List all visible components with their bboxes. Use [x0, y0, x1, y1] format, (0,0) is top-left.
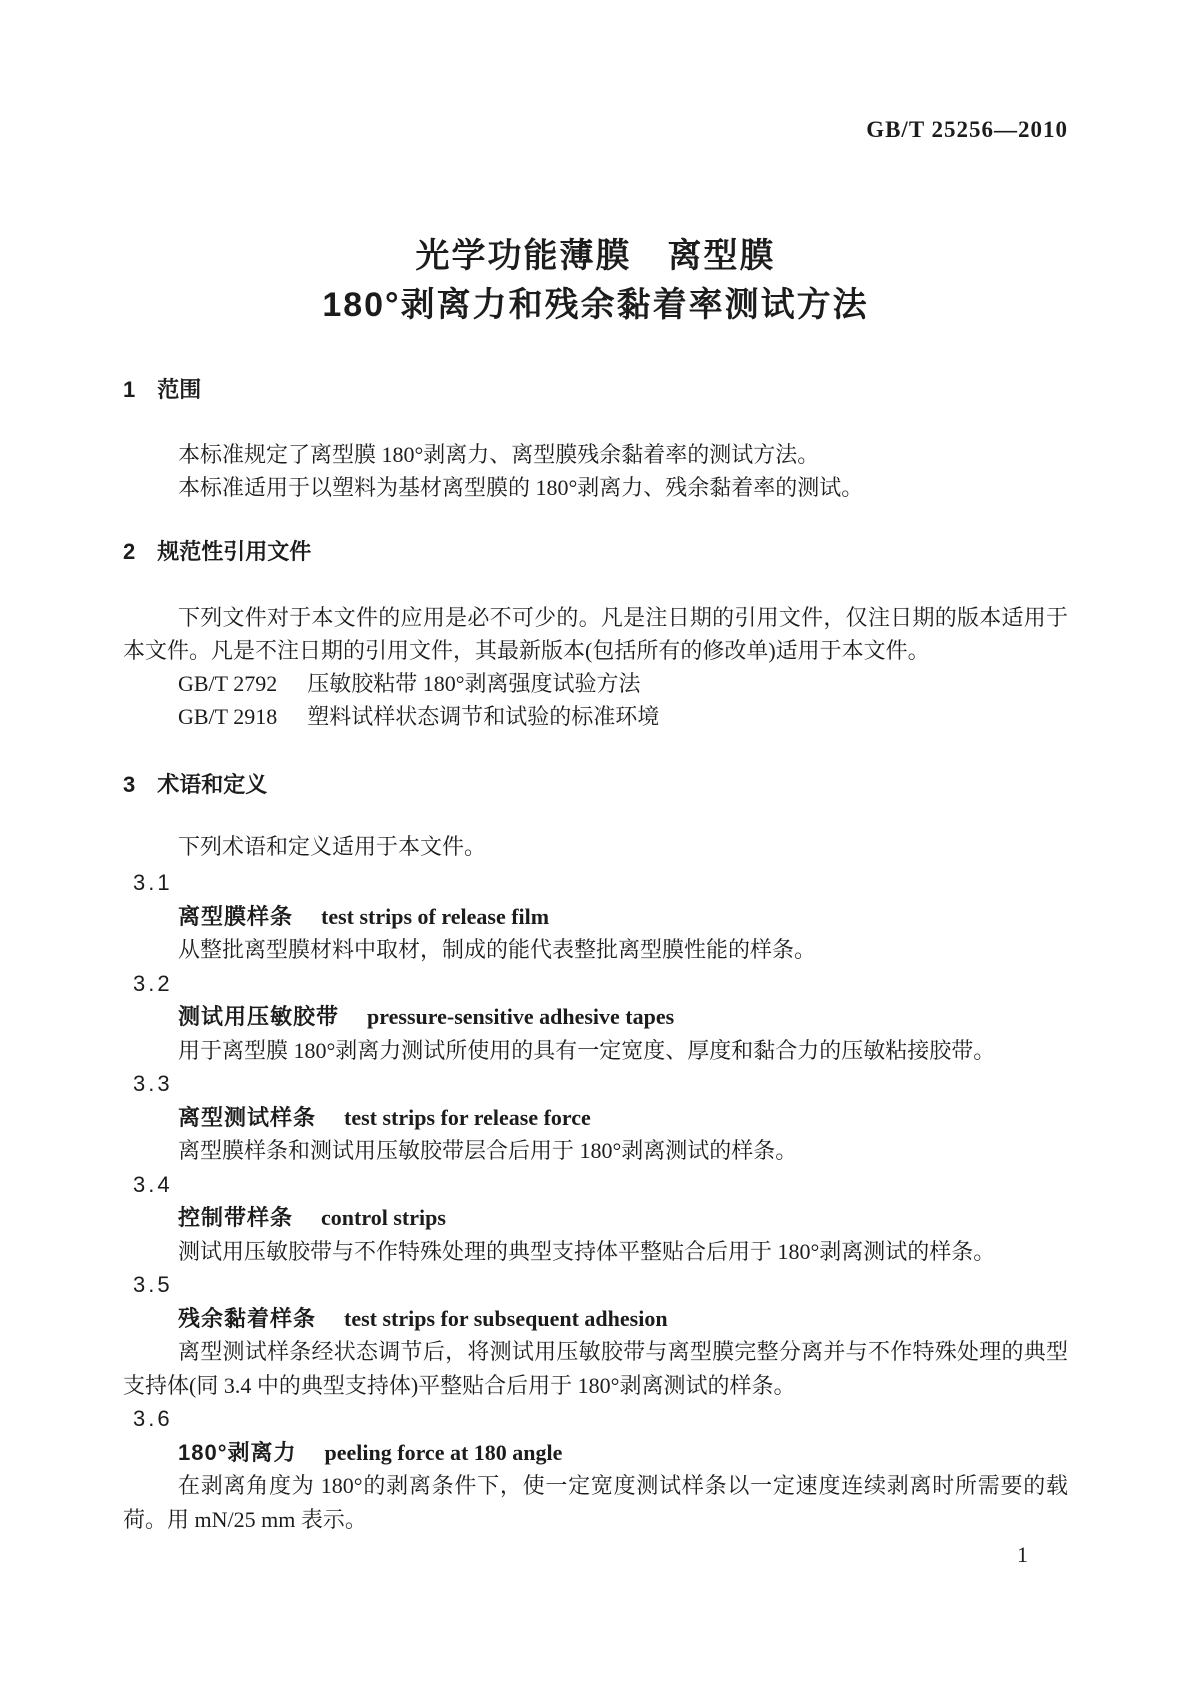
term-line	[123, 1436, 1068, 1470]
term-en: peeling force at 180 angle	[324, 1439, 563, 1465]
term-en: control strips	[321, 1205, 446, 1230]
term-block	[123, 967, 1068, 1068]
term-line	[123, 1000, 1068, 1034]
section-heading-text: 规范性引用文件	[157, 539, 312, 564]
term-zh: 测试用压敏胶带	[178, 1004, 340, 1029]
section-heading	[123, 373, 1068, 406]
reference-item	[123, 667, 1068, 700]
paragraph: 下列文件对于本文件的应用是必不可少的。凡是注日期的引用文件，仅注日期的版本适用于本文件。凡是不注日期的引用文件，其最新版本(包括所有的修改单)适用于本文件。	[123, 605, 1068, 663]
term-zh: 180°剥离力	[178, 1439, 297, 1465]
terms-region	[123, 866, 1068, 1536]
standard-code: GB/T 25256—2010	[866, 117, 1068, 142]
section-heading-text: 范围	[157, 377, 202, 402]
terms-intro: 下列术语和定义适用于本文件。	[178, 834, 487, 859]
term-number: 3.4	[133, 1171, 173, 1197]
term-zh: 离型膜样条	[178, 903, 294, 929]
reference-title: 塑料试样状态调节和试验的标准环境	[307, 704, 660, 729]
term-definition: 测试用压敏胶带与不作特殊处理的典型支持体平整贴合后用于 180°剥离测试的样条。	[178, 1238, 996, 1264]
reference-list	[123, 667, 1068, 733]
term-zh: 残余黏着样条	[178, 1305, 317, 1331]
section-heading	[123, 535, 1068, 568]
term-definition: 用于离型膜 180°剥离力测试所使用的具有一定宽度、厚度和黏合力的压敏粘接胶带。	[178, 1037, 996, 1063]
section-number: 2	[123, 539, 136, 564]
term-block	[123, 1268, 1068, 1402]
term-block	[123, 1402, 1068, 1536]
term-line	[123, 900, 1068, 934]
term-zh: 离型测试样条	[178, 1104, 317, 1130]
reference-code: GB/T 2918	[178, 704, 278, 729]
term-number: 3.6	[133, 1406, 173, 1431]
reference-title: 压敏胶粘带 180°剥离强度试验方法	[307, 671, 641, 696]
term-zh: 控制带样条	[178, 1205, 294, 1230]
section-number: 3	[123, 772, 136, 797]
term-block	[123, 1067, 1068, 1168]
paragraph: 本标准规定了离型膜 180°剥离力、离型膜残余黏着率的测试方法。	[178, 442, 820, 467]
term-definition: 离型膜样条和测试用压敏胶带层合后用于 180°剥离测试的样条。	[178, 1138, 798, 1163]
title-line-2: 180°剥离力和残余黏着率测试方法	[322, 286, 869, 324]
title-line-1: 光学功能薄膜 离型膜	[415, 237, 776, 275]
term-definition: 从整批离型膜材料中取材，制成的能代表整批离型膜性能的样条。	[178, 937, 817, 962]
page-number: 1	[1017, 1542, 1028, 1567]
term-block	[123, 1168, 1068, 1269]
page-header	[123, 118, 1068, 142]
term-definition: 离型测试样条经状态调节后，将测试用压敏胶带与离型膜完整分离并与不作特殊处理的典型支持体(同 3.4 中的典型支持体)平整贴合后用于 180°剥离测试的样条。	[123, 1339, 1068, 1398]
section-heading	[123, 768, 1068, 801]
term-number: 3.1	[133, 870, 173, 895]
term-en: pressure-sensitive adhesive tapes	[367, 1004, 675, 1029]
term-line	[123, 1302, 1068, 1336]
term-line	[123, 1201, 1068, 1235]
paragraph: 本标准适用于以塑料为基材离型膜的 180°剥离力、残余黏着率的测试。	[178, 475, 864, 500]
reference-item	[123, 700, 1068, 733]
section-number: 1	[123, 377, 136, 402]
term-number: 3.5	[133, 1272, 173, 1297]
section-normative-references	[123, 535, 1068, 733]
section-heading-text: 术语和定义	[157, 772, 268, 797]
term-block	[123, 866, 1068, 967]
reference-code: GB/T 2792	[178, 671, 278, 696]
term-number: 3.2	[133, 970, 173, 996]
section-terms-and-definitions	[123, 768, 1068, 1536]
term-en: test strips for subsequent adhesion	[344, 1305, 668, 1331]
term-en: test strips for release force	[344, 1104, 591, 1130]
section-scope	[123, 373, 1068, 504]
document-title	[123, 232, 1068, 330]
term-definition: 在剥离角度为 180°的剥离条件下，使一定宽度测试样条以一定速度连续剥离时所需要的载荷。用 mN/25 mm 表示。	[123, 1473, 1068, 1532]
term-number: 3.3	[133, 1071, 173, 1096]
term-en: test strips of release film	[321, 903, 550, 929]
term-line	[123, 1101, 1068, 1135]
